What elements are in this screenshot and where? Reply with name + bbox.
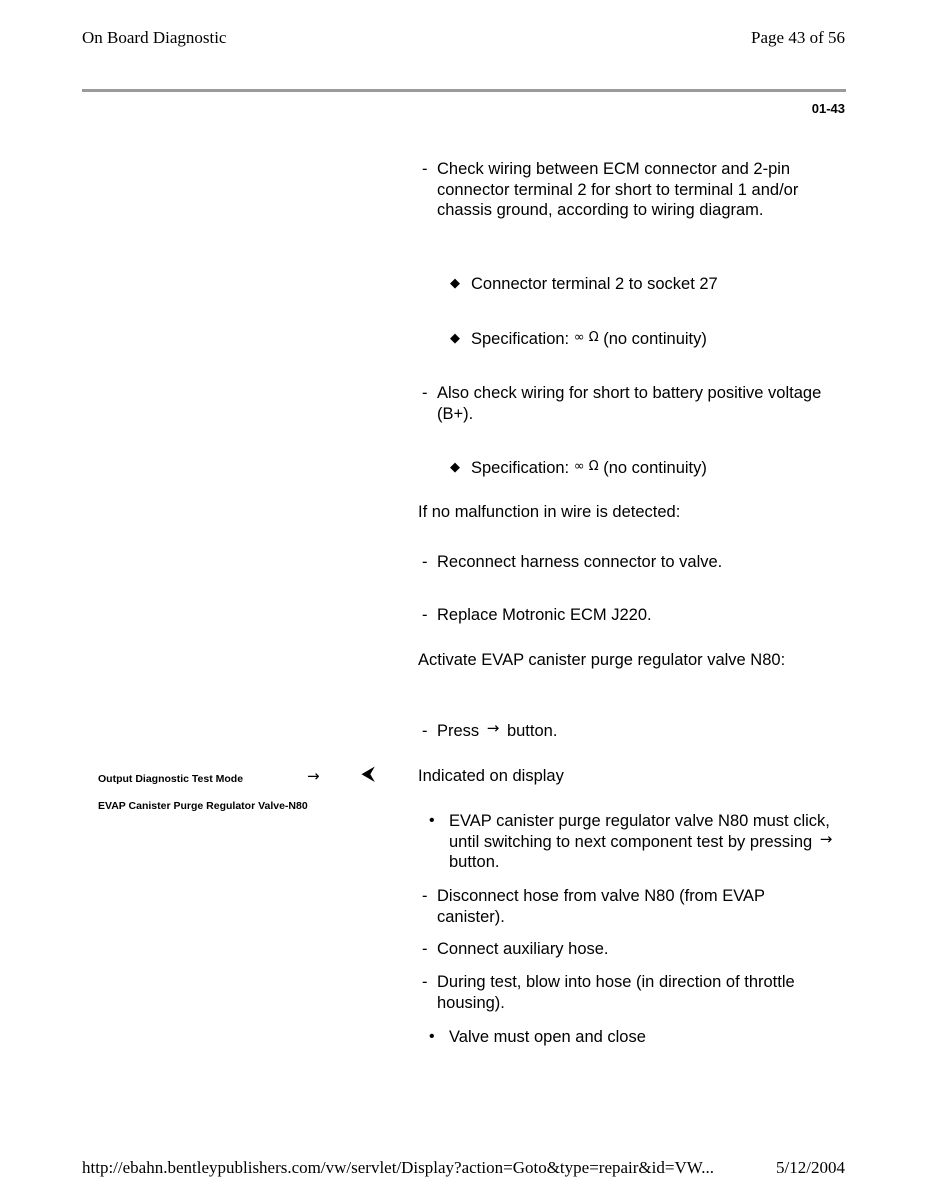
dash-marker: -: [422, 160, 428, 178]
dash-marker: -: [422, 553, 428, 571]
step-text: Press: [437, 722, 480, 740]
step-text: Also check wiring for short to battery positive voltage (B+).: [437, 384, 822, 423]
step-text: During test, blow into hose (in direction of throttle housing).: [437, 973, 795, 1012]
step-connect-hose: [422, 939, 832, 960]
bullet-connector-terminal: [450, 274, 718, 295]
step-check-battery-short: [422, 383, 832, 424]
step-text: Check wiring between ECM connector and 2-pin connector terminal 2 for short to terminal 1 and/or chassis ground, according to wiring diagram.: [437, 160, 799, 219]
bullet-text: Connector terminal 2 to socket 27: [471, 275, 718, 293]
pointer-icon: ⮜: [362, 764, 375, 784]
right-arrow-icon: →: [819, 829, 833, 848]
step-text: Reconnect harness connector to valve.: [437, 553, 723, 571]
diamond-bullet-icon: ◆: [450, 459, 460, 474]
footer-url: http://ebahn.bentleypublishers.com/vw/servlet/Display?action=Goto&type=repair&id=VW...: [82, 1158, 714, 1177]
dash-marker: -: [422, 973, 428, 991]
activate-instruction: Activate EVAP canister purge regulator valve N80:: [418, 651, 786, 669]
page-number: Page 43 of 56: [751, 28, 845, 47]
step-check-wiring: [422, 159, 832, 221]
dot-bullet-icon: •: [429, 812, 435, 829]
bullet-specification-1: [450, 329, 707, 352]
indicated-on-display: Indicated on display: [418, 767, 564, 785]
infinity-ohm-symbol: ∞ Ω: [573, 459, 599, 474]
bullet-specification-2: [450, 458, 707, 481]
document-title: On Board Diagnostic: [82, 28, 227, 47]
right-arrow-icon: →: [307, 767, 320, 785]
bullet-text-suffix: button.: [449, 853, 500, 871]
bullet-text: EVAP canister purge regulator valve N80 must click, until switching to next component test by pressing: [449, 812, 830, 851]
dot-bullet-icon: •: [429, 1028, 435, 1045]
bullet-valve-click: [429, 811, 839, 873]
step-text: Replace Motronic ECM J220.: [437, 606, 652, 624]
display-line-2: EVAP Canister Purge Regulator Valve-N80: [98, 800, 308, 812]
right-arrow-icon: →: [486, 719, 500, 737]
dash-marker: -: [422, 940, 428, 958]
dash-marker: -: [422, 384, 428, 402]
step-press-button: [422, 721, 832, 742]
condition-no-malfunction: If no malfunction in wire is detected:: [418, 503, 681, 521]
dash-marker: -: [422, 606, 428, 624]
spec-value: (no continuity): [603, 459, 707, 477]
footer-date: 5/12/2004: [776, 1158, 845, 1177]
dash-marker: -: [422, 722, 428, 740]
step-reconnect-harness: [422, 552, 832, 573]
header-rule: [82, 89, 846, 92]
display-line-1: Output Diagnostic Test Mode: [98, 773, 244, 785]
step-text: Connect auxiliary hose.: [437, 940, 609, 958]
dash-marker: -: [422, 887, 428, 905]
step-text: Disconnect hose from valve N80 (from EVAP canister).: [437, 887, 765, 926]
step-text-suffix: button.: [506, 722, 558, 740]
step-replace-ecm: [422, 605, 832, 626]
infinity-ohm-symbol: ∞ Ω: [573, 330, 599, 345]
page-code: 01-43: [811, 101, 845, 116]
spec-label: Specification:: [471, 459, 570, 477]
diamond-bullet-icon: ◆: [450, 275, 460, 290]
spec-value: (no continuity): [603, 330, 707, 348]
step-blow-into-hose: [422, 972, 832, 1013]
bullet-valve-open-close: [429, 1027, 839, 1048]
diamond-bullet-icon: ◆: [450, 330, 460, 345]
spec-label: Specification:: [471, 330, 570, 348]
bullet-text: Valve must open and close: [449, 1028, 646, 1046]
step-disconnect-hose: [422, 886, 832, 927]
